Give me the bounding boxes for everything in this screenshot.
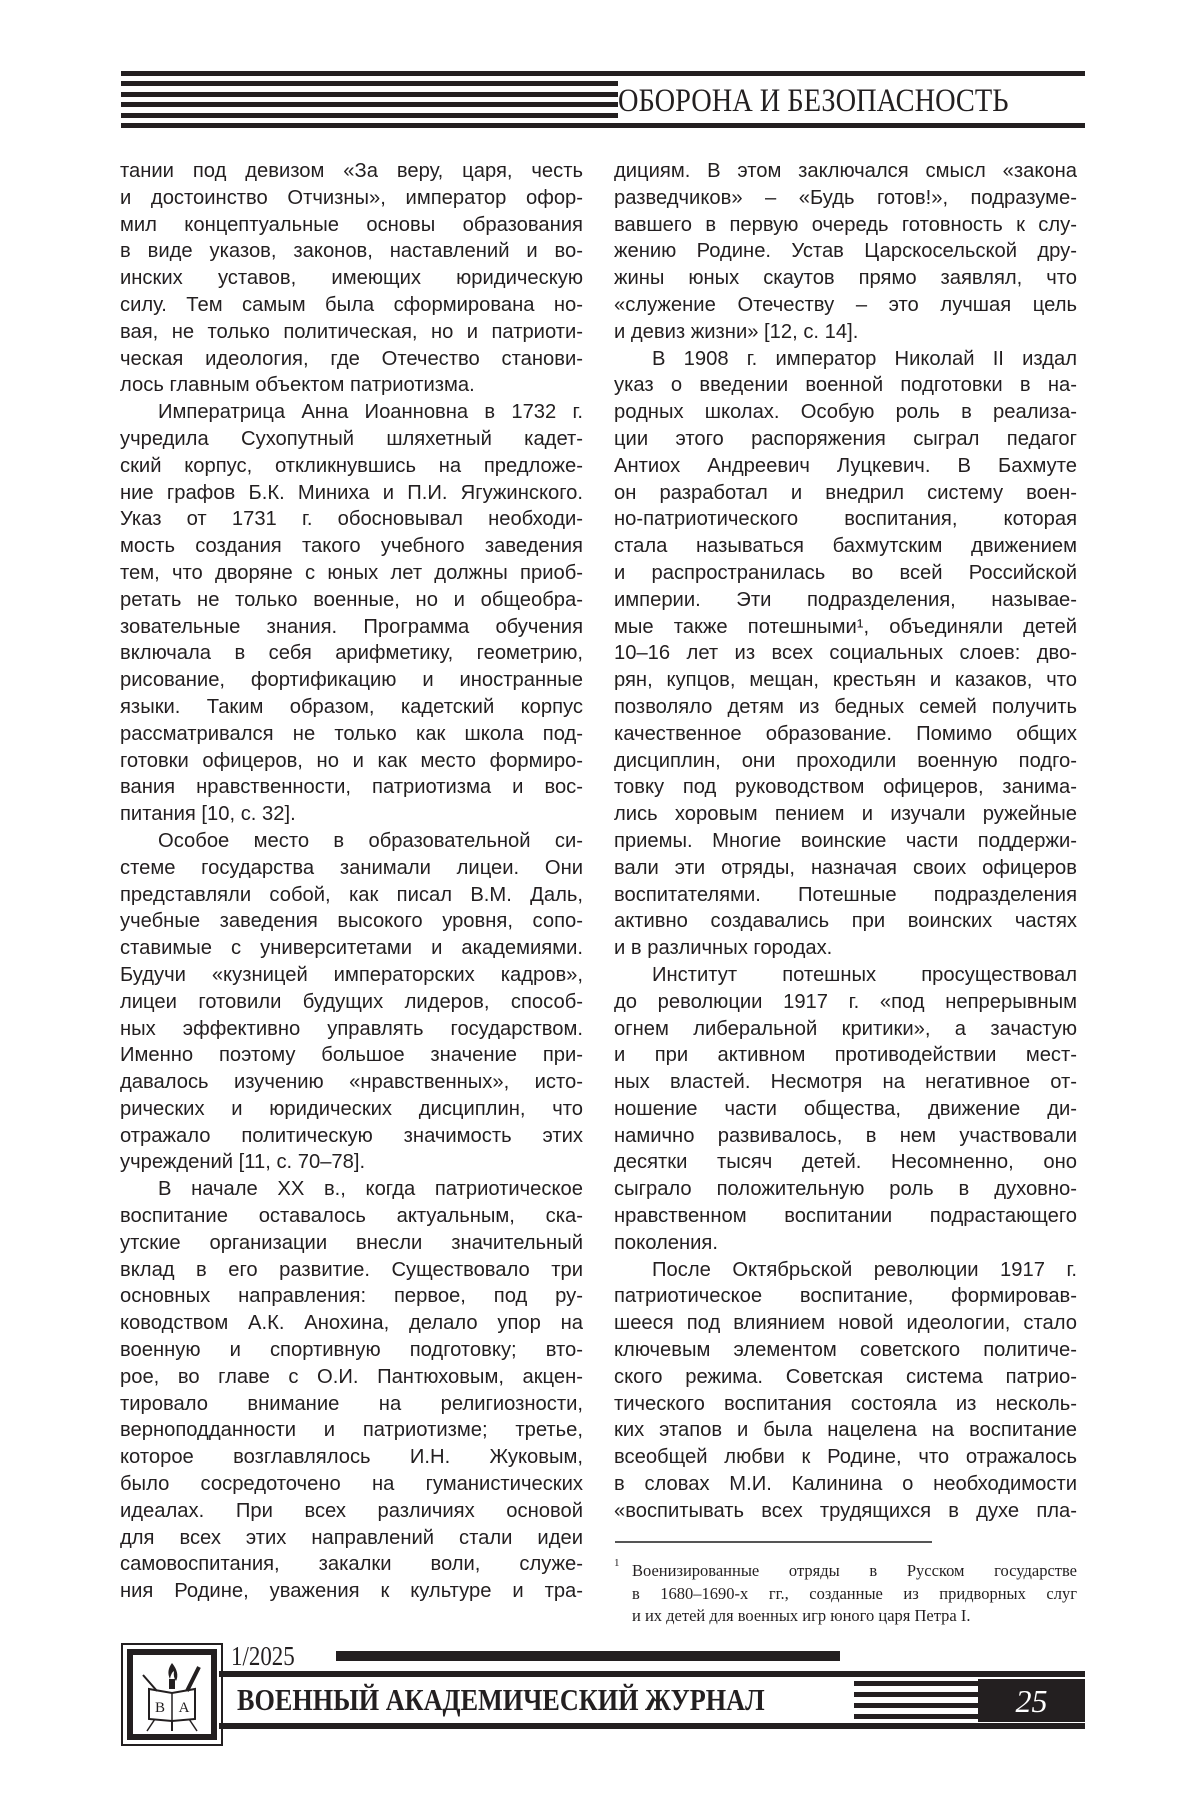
text-line: ношение части общества, движение ди-	[614, 1097, 1077, 1120]
header-rule	[121, 71, 1085, 76]
paragraph	[614, 158, 1077, 346]
text-line: силу. Тем самым была сформирована но-	[120, 293, 583, 316]
text-line: всеобщей любви к Родине, что отражалось	[614, 1446, 1077, 1469]
text-line: и в различных городах.	[614, 937, 833, 960]
text-line: указ о введении военной подготовки в на-	[614, 374, 1077, 397]
text-line: стала называться бахмутским движением	[614, 535, 1077, 558]
header-stripe	[121, 102, 618, 107]
header-rule	[121, 123, 1085, 128]
text-line: вклад в его развитие. Существовало три	[120, 1258, 583, 1281]
text-line: мил концептуальные основы образования	[120, 213, 583, 236]
text-line: вания нравственности, патриотизма и вос-	[120, 776, 583, 799]
text-line: жению Родине. Устав Царскосельской дру-	[614, 240, 1077, 263]
text-line: Будучи «кузницей императорских кадров»,	[120, 963, 583, 986]
book-torch-emblem-icon	[133, 1655, 211, 1734]
footnote-line: и их детей для военных игр юного царя Петра I.	[632, 1606, 971, 1625]
text-line: инских уставов, имеющих юридическую	[120, 267, 583, 290]
journal-title: ВОЕННЫЙ АКАДЕМИЧЕСКИЙ ЖУРНАЛ	[237, 1682, 765, 1717]
paragraph	[120, 1176, 583, 1605]
text-line: разведчиков» – «Будь готов!», подразуме-	[614, 186, 1077, 209]
text-line: стеме государства занимали лицеи. Они	[120, 856, 583, 879]
svg-text:В: В	[154, 1700, 166, 1716]
text-line: ководством А.К. Анохина, делало упор на	[120, 1312, 583, 1335]
text-line: воспитание оставалось актуальным, ска-	[120, 1205, 583, 1228]
text-line: дициям. В этом заключался смысл «закона	[614, 160, 1077, 182]
text-line: лись хоровым пением и изучали ружейные	[614, 803, 1077, 826]
header-stripe	[121, 81, 618, 86]
text-line: включала в себя арифметику, геометрию,	[120, 642, 583, 665]
page-number-box	[978, 1679, 1085, 1722]
text-line: военную и спортивную подготовку; вто-	[120, 1339, 583, 1362]
text-line: он разработал и внедрил систему воен-	[614, 481, 1077, 504]
text-line: которое возглавлялось И.Н. Жуковым,	[120, 1446, 583, 1469]
footnote-line: в 1680–1690-х гг., созданные из придворных слуг	[632, 1583, 1077, 1603]
text-line: ных властей. Несмотря на негативное от-	[614, 1071, 1077, 1094]
header-stripe	[121, 113, 618, 118]
text-line: сыграло положительную роль в духовно-	[614, 1178, 1077, 1201]
text-line: ского режима. Советская система патрио-	[614, 1365, 1077, 1388]
text-line: рассматривался не только как школа под-	[120, 722, 583, 745]
footer-stripe	[854, 1692, 978, 1697]
footer-stripe	[854, 1703, 978, 1708]
text-line: поколения.	[614, 1231, 718, 1254]
text-line: империи. Эти подразделения, называе-	[614, 588, 1077, 611]
text-line: ретать не только военные, но и общеобра-	[120, 588, 583, 611]
text-line: намично развивалось, в нем участвовали	[614, 1124, 1077, 1147]
text-line: качественное образование. Помимо общих	[614, 722, 1077, 745]
text-line: и при активном противодействии мест-	[614, 1044, 1077, 1067]
footnote-line: Военизированные отряды в Русском государстве	[632, 1561, 1077, 1580]
text-line: отражало политическую значимость этих	[120, 1124, 583, 1147]
footer-stripe	[854, 1714, 978, 1719]
text-line: учредила Сухопутный шляхетный кадет-	[120, 427, 583, 450]
text-line: рян, купцов, мещан, крестьян и казаков, что	[614, 669, 1077, 692]
text-line: шееся под влиянием новой идеологии, стало	[614, 1312, 1077, 1335]
text-line: верноподданности и патриотизме; третье,	[120, 1419, 583, 1442]
text-line: тем, что дворяне с юных лет должны приоб-	[120, 561, 583, 584]
text-line: рических и юридических дисциплин, что	[120, 1097, 583, 1120]
text-line: «воспитывать всех трудящихся в духе пла-	[614, 1499, 1077, 1522]
text-line: Указ от 1731 г. обосновывал необходи-	[120, 508, 583, 531]
text-line: мость создания такого учебного заведения	[120, 535, 583, 558]
text-line: дисциплин, они проходили военную подго-	[614, 749, 1077, 772]
section-title: ОБОРОНА И БЕЗОПАСНОСТЬ	[618, 83, 1009, 119]
text-line: родных школах. Особую роль в реализа-	[614, 401, 1077, 424]
header-stripe	[121, 92, 618, 97]
text-line: тировало внимание на религиозности,	[120, 1392, 583, 1415]
text-line: После Октябрьской революции 1917 г.	[652, 1258, 1077, 1281]
text-line: идеалах. При всех различиях основой	[120, 1499, 583, 1522]
text-line: представляли собой, как писал В.М. Даль,	[120, 883, 583, 906]
text-line: питания [10, с. 32].	[120, 803, 296, 826]
footnote	[614, 1557, 1077, 1628]
text-line: но-патриотического воспитания, которая	[614, 508, 1077, 531]
text-line: лицеи готовили будущих лидеров, способ-	[120, 990, 583, 1013]
text-line: в виде указов, законов, наставлений и во-	[120, 240, 583, 263]
footer-issue-bar	[336, 1651, 840, 1661]
text-line: учебные заведения высокого уровня, сопо-	[120, 910, 583, 933]
text-line: Императрица Анна Иоанновна в 1732 г.	[158, 401, 583, 424]
text-line: вая, не только политическая, но и патриоти-	[120, 320, 583, 343]
paragraph	[120, 399, 583, 828]
text-line: 10–16 лет из всех социальных слоев: дво-	[614, 642, 1077, 665]
text-line: ции этого распоряжения сыграл педагог	[614, 427, 1077, 450]
text-line: ния Родине, уважения к культуре и тра-	[120, 1580, 583, 1603]
text-line: тического воспитания состояла из несколь-	[614, 1392, 1077, 1415]
text-line: Именно поэтому большое значение при-	[120, 1044, 583, 1067]
text-line: утские организации внесли значительный	[120, 1231, 583, 1254]
text-line: Особое место в образовательной си-	[158, 829, 583, 852]
issue-number: 1/2025	[231, 1641, 295, 1671]
text-line: рисование, фортификацию и иностранные	[120, 669, 583, 692]
text-column-left	[120, 158, 583, 1605]
text-line: ставимые с университетами и академиями.	[120, 937, 583, 960]
text-line: «служение Отечеству – это лучшая цель	[614, 293, 1077, 316]
text-line: учреждений [11, с. 70–78].	[120, 1151, 366, 1174]
page-number: 25	[1015, 1683, 1048, 1719]
text-line: и достоинство Отчизны», император офор-	[120, 186, 583, 209]
text-line: ский корпус, откликнувшись на предложе-	[120, 454, 583, 477]
text-line: ных эффективно управлять государством.	[120, 1017, 583, 1040]
text-line: приемы. Многие воинские части поддержи-	[614, 829, 1077, 852]
text-line: В начале XX в., когда патриотическое	[158, 1178, 583, 1201]
journal-logo	[121, 1643, 223, 1746]
footer-rule	[219, 1723, 1085, 1729]
text-line: ключевым элементом советского политиче-	[614, 1339, 1077, 1362]
text-line: зовательные знания. Программа обучения	[120, 615, 583, 638]
text-line: давалось изучению «нравственных», исто-	[120, 1071, 583, 1094]
text-line: В 1908 г. император Николай II издал	[652, 347, 1077, 370]
text-column-right	[614, 158, 1077, 1525]
text-line: мые также потешными¹, объединяли детей	[614, 615, 1077, 638]
text-line: самовоспитания, закалки воли, служе-	[120, 1553, 583, 1576]
footnote-divider	[615, 1541, 932, 1543]
paragraph	[120, 828, 583, 1176]
text-line: Антиох Андреевич Луцкевич. В Бахмуте	[614, 454, 1077, 477]
text-line: было сосредоточено на гуманистических	[120, 1473, 583, 1496]
text-line: готовки офицеров, но и как место формиро-	[120, 749, 583, 772]
text-line: воспитателями. Потешные подразделения	[614, 883, 1077, 906]
text-line: лось главным объектом патриотизма.	[120, 374, 475, 397]
text-line: рое, во главе с О.И. Пантюховым, акцен-	[120, 1365, 583, 1388]
text-line: товку под руководством офицеров, занима-	[614, 776, 1077, 799]
paragraph	[614, 1257, 1077, 1525]
text-line: языки. Таким образом, кадетский корпус	[120, 695, 583, 718]
footer-rule	[219, 1671, 1085, 1677]
text-line: жины юных скаутов прямо заявлял, что	[614, 267, 1077, 290]
text-line: ких этапов и была нацелена на воспитание	[614, 1419, 1077, 1442]
text-line: до революции 1917 г. «под непрерывным	[614, 990, 1077, 1013]
text-line: патриотическое воспитание, формировав-	[614, 1285, 1077, 1308]
text-line: активно создавались при воинских частях	[614, 910, 1077, 933]
text-line: нравственном воспитании подрастающего	[614, 1205, 1077, 1228]
paragraph	[614, 962, 1077, 1257]
text-line: ческая идеология, где Отечество станови-	[120, 347, 583, 370]
footer-stripe	[854, 1681, 978, 1686]
paragraph	[614, 346, 1077, 962]
text-line: огнем либеральной критики», а зачастую	[614, 1017, 1077, 1040]
text-line: вавшего в первую очередь готовность к слу-	[614, 213, 1077, 236]
text-line: позволяло детям из бедных семей получить	[614, 695, 1077, 718]
svg-text:А: А	[178, 1700, 190, 1716]
text-line: Институт потешных просуществовал	[652, 963, 1077, 986]
footnote-mark: 1	[614, 1557, 620, 1569]
text-line: вали эти отряды, назначая своих офицеров	[614, 856, 1077, 879]
paragraph	[120, 158, 583, 399]
text-line: для всех этих направлений стали идеи	[120, 1526, 583, 1549]
text-line: в словах М.И. Калинина о необходимости	[614, 1473, 1077, 1496]
text-line: ние графов Б.К. Миниха и П.И. Ягужинского.	[120, 481, 583, 504]
text-line: тании под девизом «За веру, царя, честь	[120, 160, 583, 182]
text-line: и распространилась во всей Российской	[614, 561, 1077, 584]
text-line: и девиз жизни» [12, с. 14].	[614, 320, 859, 343]
text-line: основных направления: первое, под ру-	[120, 1285, 583, 1308]
text-line: десятки тысяч детей. Несомненно, оно	[614, 1151, 1077, 1174]
